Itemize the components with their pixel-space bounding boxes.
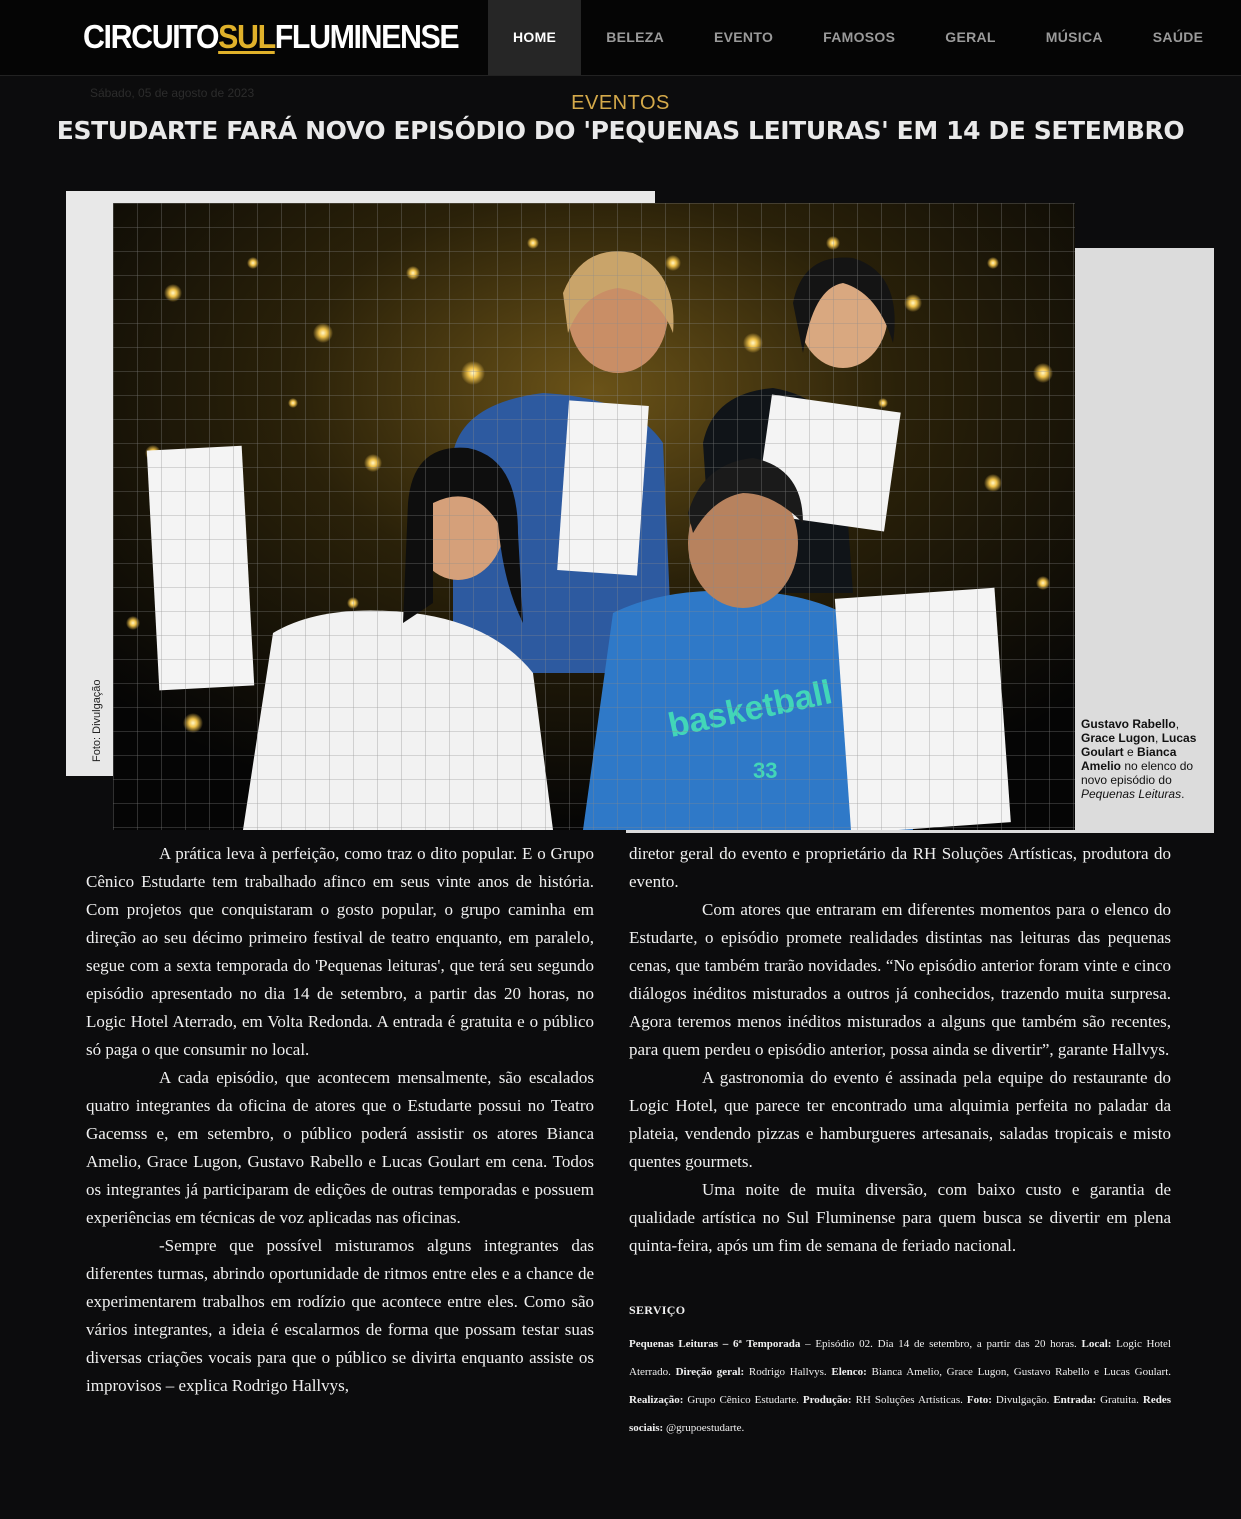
paragraph: -Sempre que possível misturamos alguns integrantes das diferentes turmas, abrindo oportunidade de ritmos entre eles e a chance de experimentarem trabalhos em rodízio que acontece entre eles. Como são vários integrantes, a ideia é escalarmos de forma que possam testar suas diversas criações vocais para que o público se divirta enquanto assiste os improvisos – explica Rodrigo Hallvys, [86, 1236, 594, 1395]
caption-divider [626, 830, 1075, 833]
article-date: Sábado, 05 de agosto de 2023 [90, 86, 255, 100]
nav-musica[interactable]: MÚSICA [1045, 29, 1103, 45]
photo-credit: Foto: Divulgação [91, 679, 103, 762]
article-column-left [86, 840, 594, 1400]
main-menu [488, 0, 1228, 75]
nav-evento[interactable]: EVENTO [714, 29, 774, 45]
photo-caption: Gustavo Rabello, Grace Lugon, Lucas Goulart e Bianca Amelio no elenco do novo episódio do Pequenas Leituras. [1081, 717, 1197, 801]
paragraph: diretor geral do evento e proprietário da RH Soluções Artísticas, produtora do evento. [629, 844, 1171, 891]
nav-geral[interactable]: GERAL [945, 29, 996, 45]
nav-famosos[interactable]: FAMOSOS [823, 29, 896, 45]
top-navigation-bar [0, 0, 1241, 76]
nav-beleza[interactable]: BELEZA [606, 29, 665, 45]
nav-saude[interactable]: SAÚDE [1152, 29, 1204, 45]
article-section[interactable]: EVENTOS [571, 92, 670, 114]
caption-box [1075, 248, 1214, 833]
site-logo[interactable]: CIRCUITOSULFLUMINENSE [83, 18, 459, 55]
article-headline: ESTUDARTE FARÁ NOVO EPISÓDIO DO 'PEQUENAS LEITURAS' EM 14 DE SETEMBRO [56, 116, 1185, 145]
article-column-right [629, 840, 1171, 1442]
paragraph: A prática leva à perfeição, como traz o dito popular. E o Grupo Cênico Estudarte tem trabalhado afinco em seus vinte anos de história. Com projetos que conquistaram o gosto popular, o grupo caminha em direção ao seu décimo primeiro festival de teatro enquanto, em paralelo, segue com a sexta temporada do 'Pequenas leituras', que terá seu segundo episódio apresentado no dia 14 de setembro, a partir das 20 horas, no Logic Hotel Aterrado, em Volta Redonda. A entrada é gratuita e o público só paga o que consumir no local. [86, 844, 594, 1059]
article-photo [113, 203, 1075, 830]
nav-home[interactable]: HOME [488, 0, 581, 75]
paragraph: Com atores que entraram em diferentes momentos para o elenco do Estudarte, o episódio promete realidades distintas nas leituras das pequenas cenas, que também trarão novidades. “No episódio anterior foram vinte e cinco diálogos inéditos misturados a outros já conhecidos, trazendo muita surpresa. Agora teremos menos inéditos misturados a alguns que também são recentes, para quem perdeu o episódio anterior, possa ainda se divertir”, garante Hallvys. [629, 900, 1171, 1059]
servico-details: Pequenas Leituras – 6ª Temporada – Episódio 02. Dia 14 de setembro, a partir das 20 horas. Local: Logic Hotel Aterrado. Direção geral: Rodrigo Hallvys. Elenco: Bianca Amelio, Grace Lugon, Gustavo Rabello e Lucas Goulart. Realização: Grupo Cênico Estudarte. Produção: RH Soluções Artísticas. Foto: Divulgação. Entrada: Gratuita. Redes sociais: @grupoestudarte. [629, 1338, 1172, 1434]
paragraph: Uma noite de muita diversão, com baixo custo e garantia de qualidade artística no Sul Fluminense para quem busca se divertir em plena quinta-feira, após um fim de semana de feriado nacional. [629, 1180, 1171, 1255]
servico-title: SERVIÇO [629, 1303, 686, 1317]
paragraph: A cada episódio, que acontecem mensalmente, são escalados quatro integrantes da oficina de atores que o Estudarte possui no Teatro Gacemss e, em setembro, o público poderá assistir os atores Bianca Amelio, Grace Lugon, Gustavo Rabello e Lucas Goulart em cena. Todos os integrantes já participaram de edições de outras temporadas e possuem experiências em técnicas de voz aplicadas nas oficinas. [86, 1068, 594, 1227]
paragraph: A gastronomia do evento é assinada pela equipe do restaurante do Logic Hotel, que parece ter encontrado uma alquimia perfeita no paladar da plateia, vendendo pizzas e hamburgueres artesanais, saladas tropicais e misto quentes gourmets. [629, 1068, 1171, 1171]
